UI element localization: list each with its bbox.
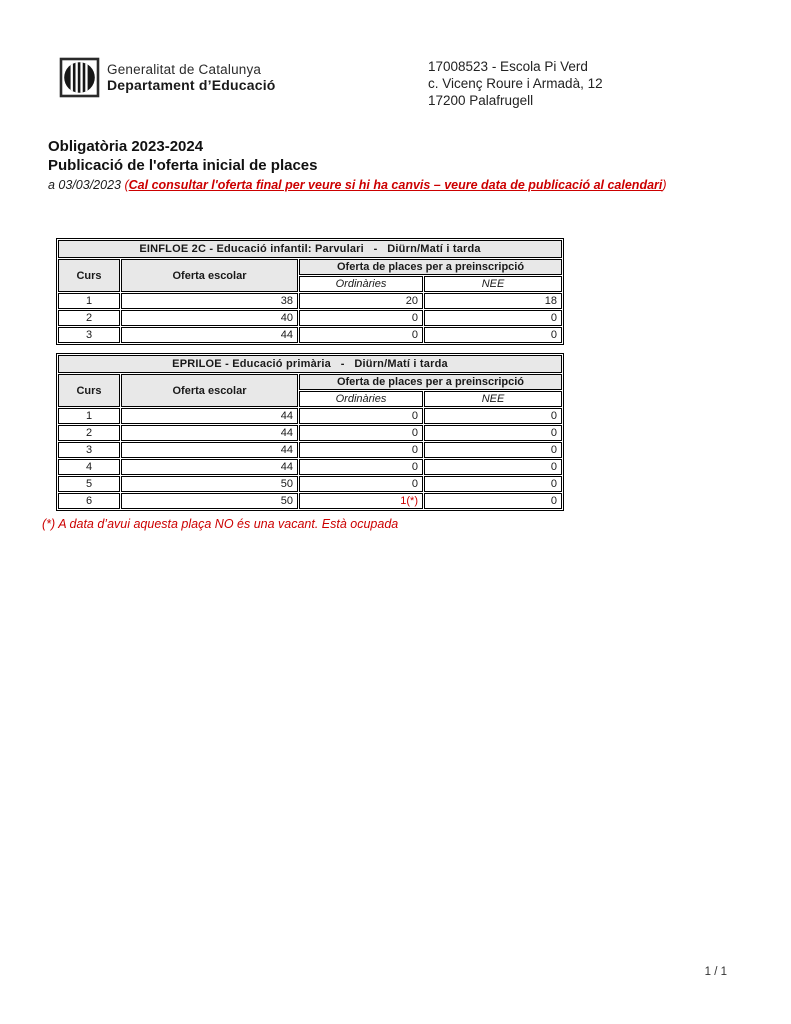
school-city: 17200 Palafrugell xyxy=(428,93,534,108)
cell-nee: 0 xyxy=(424,327,562,343)
cell-curs: 1 xyxy=(58,408,120,424)
cell-ordinaries: 0 xyxy=(299,442,423,458)
school-street: c. Vicenç Roure i Armadà, 12 xyxy=(428,76,603,91)
final-offer-notice: Cal consultar l'oferta final per veure si hi ha canvis – veure data de publicació al calendari xyxy=(128,178,663,192)
doc-title-line1: Obligatòria 2023-2024 xyxy=(48,138,204,155)
cell-ordinaries: 0 xyxy=(299,459,423,475)
cell-nee: 0 xyxy=(424,459,562,475)
cell-ordinaries: 0 xyxy=(299,425,423,441)
table-row xyxy=(58,310,562,326)
cell-oferta: 50 xyxy=(121,493,298,509)
col-group-preinscripcio: Oferta de places per a preinscripció xyxy=(299,259,562,275)
cell-ordinaries-occupied: 1(*) xyxy=(299,493,423,509)
cell-oferta: 44 xyxy=(121,425,298,441)
org-name-line1: Generalitat de Catalunya xyxy=(107,62,262,77)
date-prefix: a 03/03/2023 xyxy=(48,178,125,192)
cell-curs: 3 xyxy=(58,327,120,343)
table-row xyxy=(58,459,562,475)
org-header xyxy=(59,57,276,98)
title-block xyxy=(48,137,667,192)
doc-title-line2: Publicació de l'oferta inicial de places xyxy=(48,157,318,174)
col-header-oferta-escolar: Oferta escolar xyxy=(121,259,298,292)
table-row xyxy=(58,493,562,509)
cell-nee: 0 xyxy=(424,310,562,326)
table-row xyxy=(58,442,562,458)
cell-nee: 0 xyxy=(424,425,562,441)
table-row xyxy=(58,425,562,441)
cell-oferta: 44 xyxy=(121,442,298,458)
cell-curs: 2 xyxy=(58,425,120,441)
table-row xyxy=(58,293,562,309)
col-header-oferta-escolar: Oferta escolar xyxy=(121,374,298,407)
cell-curs: 4 xyxy=(58,459,120,475)
paren-open: ( xyxy=(124,178,129,192)
col-header-curs: Curs xyxy=(58,259,120,292)
cell-ordinaries: 0 xyxy=(299,327,423,343)
generalitat-logo-icon xyxy=(59,57,100,98)
cell-nee: 0 xyxy=(424,442,562,458)
vacancy-footnote: (*) A data d’avui aquesta plaça NO és una vacant. Està ocupada xyxy=(42,517,399,531)
col-header-nee: NEE xyxy=(424,276,562,292)
table-row xyxy=(58,476,562,492)
cell-oferta: 44 xyxy=(121,327,298,343)
col-header-curs: Curs xyxy=(58,374,120,407)
col-group-preinscripcio: Oferta de places per a preinscripció xyxy=(299,374,562,390)
table-title: EINFLOE 2C - Educació infantil: Parvulari - Diürn/Matí i tarda xyxy=(58,240,562,258)
cell-nee: 18 xyxy=(424,293,562,309)
table-einfloe xyxy=(56,238,564,345)
cell-oferta: 44 xyxy=(121,459,298,475)
cell-oferta: 44 xyxy=(121,408,298,424)
cell-ordinaries: 20 xyxy=(299,293,423,309)
school-address xyxy=(428,58,603,109)
table-row xyxy=(58,327,562,343)
cell-nee: 0 xyxy=(424,476,562,492)
cell-ordinaries: 0 xyxy=(299,476,423,492)
org-name-line2: Departament d’Educació xyxy=(107,77,276,93)
page-number: 1 / 1 xyxy=(704,966,727,978)
cell-nee: 0 xyxy=(424,408,562,424)
paren-close: ) xyxy=(662,178,667,192)
cell-oferta: 38 xyxy=(121,293,298,309)
cell-curs: 6 xyxy=(58,493,120,509)
table-title: EPRILOE - Educació primària - Diürn/Matí i tarda xyxy=(58,355,562,373)
cell-curs: 5 xyxy=(58,476,120,492)
cell-curs: 3 xyxy=(58,442,120,458)
col-header-ordinaries: Ordinàries xyxy=(299,391,423,407)
cell-nee: 0 xyxy=(424,493,562,509)
cell-ordinaries: 0 xyxy=(299,408,423,424)
cell-ordinaries: 0 xyxy=(299,310,423,326)
cell-curs: 1 xyxy=(58,293,120,309)
cell-curs: 2 xyxy=(58,310,120,326)
cell-oferta: 40 xyxy=(121,310,298,326)
col-header-nee: NEE xyxy=(424,391,562,407)
org-name xyxy=(107,57,276,98)
col-header-ordinaries: Ordinàries xyxy=(299,276,423,292)
table-row xyxy=(58,408,562,424)
cell-oferta: 50 xyxy=(121,476,298,492)
school-code-name: 17008523 - Escola Pi Verd xyxy=(428,59,588,74)
table-epriloe xyxy=(56,353,564,511)
doc-date-line xyxy=(48,178,667,192)
